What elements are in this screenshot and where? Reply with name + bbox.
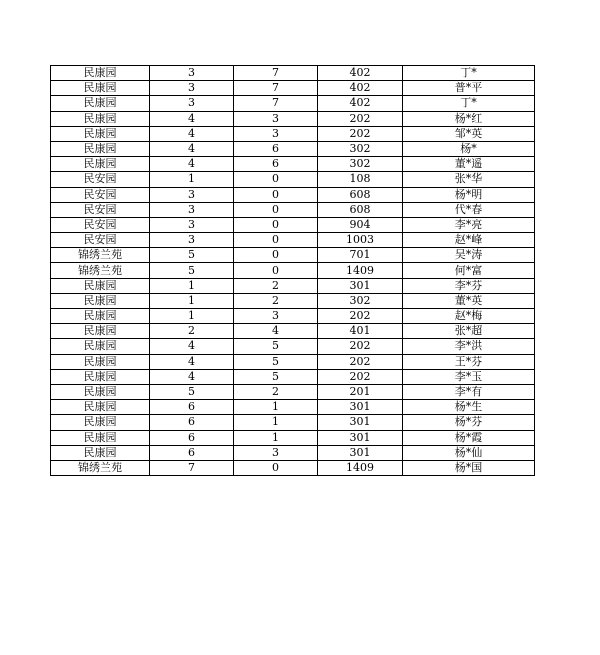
building-cell: 4 [150, 126, 234, 141]
table-row [51, 339, 535, 354]
community-cell: 民安园 [51, 233, 150, 248]
unit-cell: 1 [234, 415, 318, 430]
community-cell: 民康园 [51, 384, 150, 399]
table-row [51, 81, 535, 96]
resident-name-cell: 丁* [403, 66, 535, 81]
unit-cell: 2 [234, 278, 318, 293]
unit-cell: 2 [234, 293, 318, 308]
resident-name-cell: 杨*明 [403, 187, 535, 202]
table-row [51, 384, 535, 399]
resident-name-cell: 杨*仙 [403, 445, 535, 460]
building-cell: 6 [150, 430, 234, 445]
resident-name-cell: 李*洪 [403, 339, 535, 354]
resident-name-cell: 李*亮 [403, 217, 535, 232]
room-cell: 202 [318, 126, 403, 141]
resident-name-cell: 丁* [403, 96, 535, 111]
community-cell: 民康园 [51, 157, 150, 172]
table-row [51, 400, 535, 415]
table-row [51, 66, 535, 81]
table-row [51, 141, 535, 156]
table-row [51, 187, 535, 202]
table-row [51, 445, 535, 460]
room-cell: 301 [318, 400, 403, 415]
community-cell: 民康园 [51, 415, 150, 430]
room-cell: 1409 [318, 263, 403, 278]
unit-cell: 7 [234, 66, 318, 81]
room-cell: 202 [318, 354, 403, 369]
building-cell: 3 [150, 187, 234, 202]
table-row [51, 324, 535, 339]
room-cell: 202 [318, 309, 403, 324]
community-cell: 民康园 [51, 324, 150, 339]
room-cell: 904 [318, 217, 403, 232]
community-cell: 锦绣兰苑 [51, 263, 150, 278]
room-cell: 608 [318, 202, 403, 217]
building-cell: 1 [150, 309, 234, 324]
unit-cell: 4 [234, 324, 318, 339]
resident-name-cell: 张*华 [403, 172, 535, 187]
unit-cell: 0 [234, 187, 318, 202]
room-cell: 401 [318, 324, 403, 339]
building-cell: 5 [150, 263, 234, 278]
room-cell: 402 [318, 81, 403, 96]
table-row [51, 217, 535, 232]
table-row [51, 415, 535, 430]
table-row [51, 354, 535, 369]
resident-name-cell: 杨*芬 [403, 415, 535, 430]
community-cell: 民康园 [51, 309, 150, 324]
building-cell: 4 [150, 141, 234, 156]
unit-cell: 7 [234, 96, 318, 111]
building-cell: 1 [150, 293, 234, 308]
community-cell: 民康园 [51, 278, 150, 293]
resident-name-cell: 李*有 [403, 384, 535, 399]
community-cell: 民康园 [51, 96, 150, 111]
resident-name-cell: 董*英 [403, 293, 535, 308]
unit-cell: 7 [234, 81, 318, 96]
building-cell: 2 [150, 324, 234, 339]
table-row [51, 157, 535, 172]
community-cell: 民康园 [51, 66, 150, 81]
resident-name-cell: 何*富 [403, 263, 535, 278]
community-cell: 民安园 [51, 217, 150, 232]
community-cell: 民康园 [51, 339, 150, 354]
table-row [51, 278, 535, 293]
community-cell: 民康园 [51, 81, 150, 96]
building-cell: 5 [150, 248, 234, 263]
unit-cell: 3 [234, 309, 318, 324]
building-cell: 4 [150, 354, 234, 369]
unit-cell: 3 [234, 126, 318, 141]
table-row [51, 111, 535, 126]
unit-cell: 5 [234, 369, 318, 384]
community-cell: 民安园 [51, 172, 150, 187]
building-cell: 7 [150, 460, 234, 475]
unit-cell: 0 [234, 217, 318, 232]
building-cell: 3 [150, 81, 234, 96]
resident-name-cell: 李*玉 [403, 369, 535, 384]
community-cell: 民康园 [51, 445, 150, 460]
table-row [51, 369, 535, 384]
resident-name-cell: 杨*红 [403, 111, 535, 126]
room-cell: 301 [318, 278, 403, 293]
resident-name-cell: 杨*生 [403, 400, 535, 415]
resident-name-cell: 吴*涛 [403, 248, 535, 263]
unit-cell: 0 [234, 248, 318, 263]
building-cell: 3 [150, 233, 234, 248]
unit-cell: 1 [234, 400, 318, 415]
unit-cell: 2 [234, 384, 318, 399]
table-row [51, 430, 535, 445]
unit-cell: 5 [234, 339, 318, 354]
resident-name-cell: 代*春 [403, 202, 535, 217]
unit-cell: 1 [234, 430, 318, 445]
community-cell: 民康园 [51, 111, 150, 126]
building-cell: 5 [150, 384, 234, 399]
room-cell: 301 [318, 415, 403, 430]
community-cell: 民康园 [51, 126, 150, 141]
unit-cell: 3 [234, 111, 318, 126]
room-cell: 202 [318, 111, 403, 126]
community-cell: 民康园 [51, 430, 150, 445]
room-cell: 1003 [318, 233, 403, 248]
room-cell: 701 [318, 248, 403, 263]
resident-name-cell: 王*芬 [403, 354, 535, 369]
unit-cell: 3 [234, 445, 318, 460]
resident-name-cell: 杨*霞 [403, 430, 535, 445]
room-cell: 108 [318, 172, 403, 187]
building-cell: 6 [150, 445, 234, 460]
building-cell: 3 [150, 96, 234, 111]
building-cell: 1 [150, 278, 234, 293]
table-row [51, 263, 535, 278]
room-cell: 608 [318, 187, 403, 202]
room-cell: 202 [318, 339, 403, 354]
unit-cell: 6 [234, 157, 318, 172]
building-cell: 4 [150, 369, 234, 384]
community-cell: 民康园 [51, 400, 150, 415]
community-cell: 民康园 [51, 141, 150, 156]
room-cell: 202 [318, 369, 403, 384]
building-cell: 1 [150, 172, 234, 187]
table-row [51, 126, 535, 141]
room-cell: 302 [318, 157, 403, 172]
table-row [51, 293, 535, 308]
table-row [51, 460, 535, 475]
room-cell: 302 [318, 141, 403, 156]
community-cell: 民康园 [51, 293, 150, 308]
room-cell: 402 [318, 66, 403, 81]
unit-cell: 0 [234, 202, 318, 217]
resident-name-cell: 董*遥 [403, 157, 535, 172]
building-cell: 4 [150, 157, 234, 172]
community-cell: 民安园 [51, 202, 150, 217]
resident-name-cell: 赵*峰 [403, 233, 535, 248]
unit-cell: 6 [234, 141, 318, 156]
community-cell: 锦绣兰苑 [51, 460, 150, 475]
room-cell: 302 [318, 293, 403, 308]
resident-name-cell: 赵*梅 [403, 309, 535, 324]
building-cell: 3 [150, 217, 234, 232]
building-cell: 6 [150, 415, 234, 430]
building-cell: 6 [150, 400, 234, 415]
community-cell: 民康园 [51, 354, 150, 369]
unit-cell: 0 [234, 233, 318, 248]
table-row [51, 202, 535, 217]
building-cell: 3 [150, 66, 234, 81]
community-cell: 民安园 [51, 187, 150, 202]
table-row [51, 233, 535, 248]
table-body [51, 66, 535, 476]
community-cell: 民康园 [51, 369, 150, 384]
room-cell: 402 [318, 96, 403, 111]
resident-name-cell: 杨*国 [403, 460, 535, 475]
room-cell: 301 [318, 445, 403, 460]
room-cell: 1409 [318, 460, 403, 475]
building-cell: 3 [150, 202, 234, 217]
room-cell: 201 [318, 384, 403, 399]
resident-name-cell: 杨* [403, 141, 535, 156]
data-table [50, 65, 535, 476]
table-row [51, 172, 535, 187]
building-cell: 4 [150, 111, 234, 126]
unit-cell: 0 [234, 460, 318, 475]
unit-cell: 0 [234, 263, 318, 278]
resident-name-cell: 邹*英 [403, 126, 535, 141]
table-row [51, 309, 535, 324]
resident-name-cell: 李*芬 [403, 278, 535, 293]
unit-cell: 5 [234, 354, 318, 369]
resident-name-cell: 张*超 [403, 324, 535, 339]
resident-name-cell: 普*平 [403, 81, 535, 96]
table-row [51, 96, 535, 111]
unit-cell: 0 [234, 172, 318, 187]
table-row [51, 248, 535, 263]
community-cell: 锦绣兰苑 [51, 248, 150, 263]
building-cell: 4 [150, 339, 234, 354]
room-cell: 301 [318, 430, 403, 445]
